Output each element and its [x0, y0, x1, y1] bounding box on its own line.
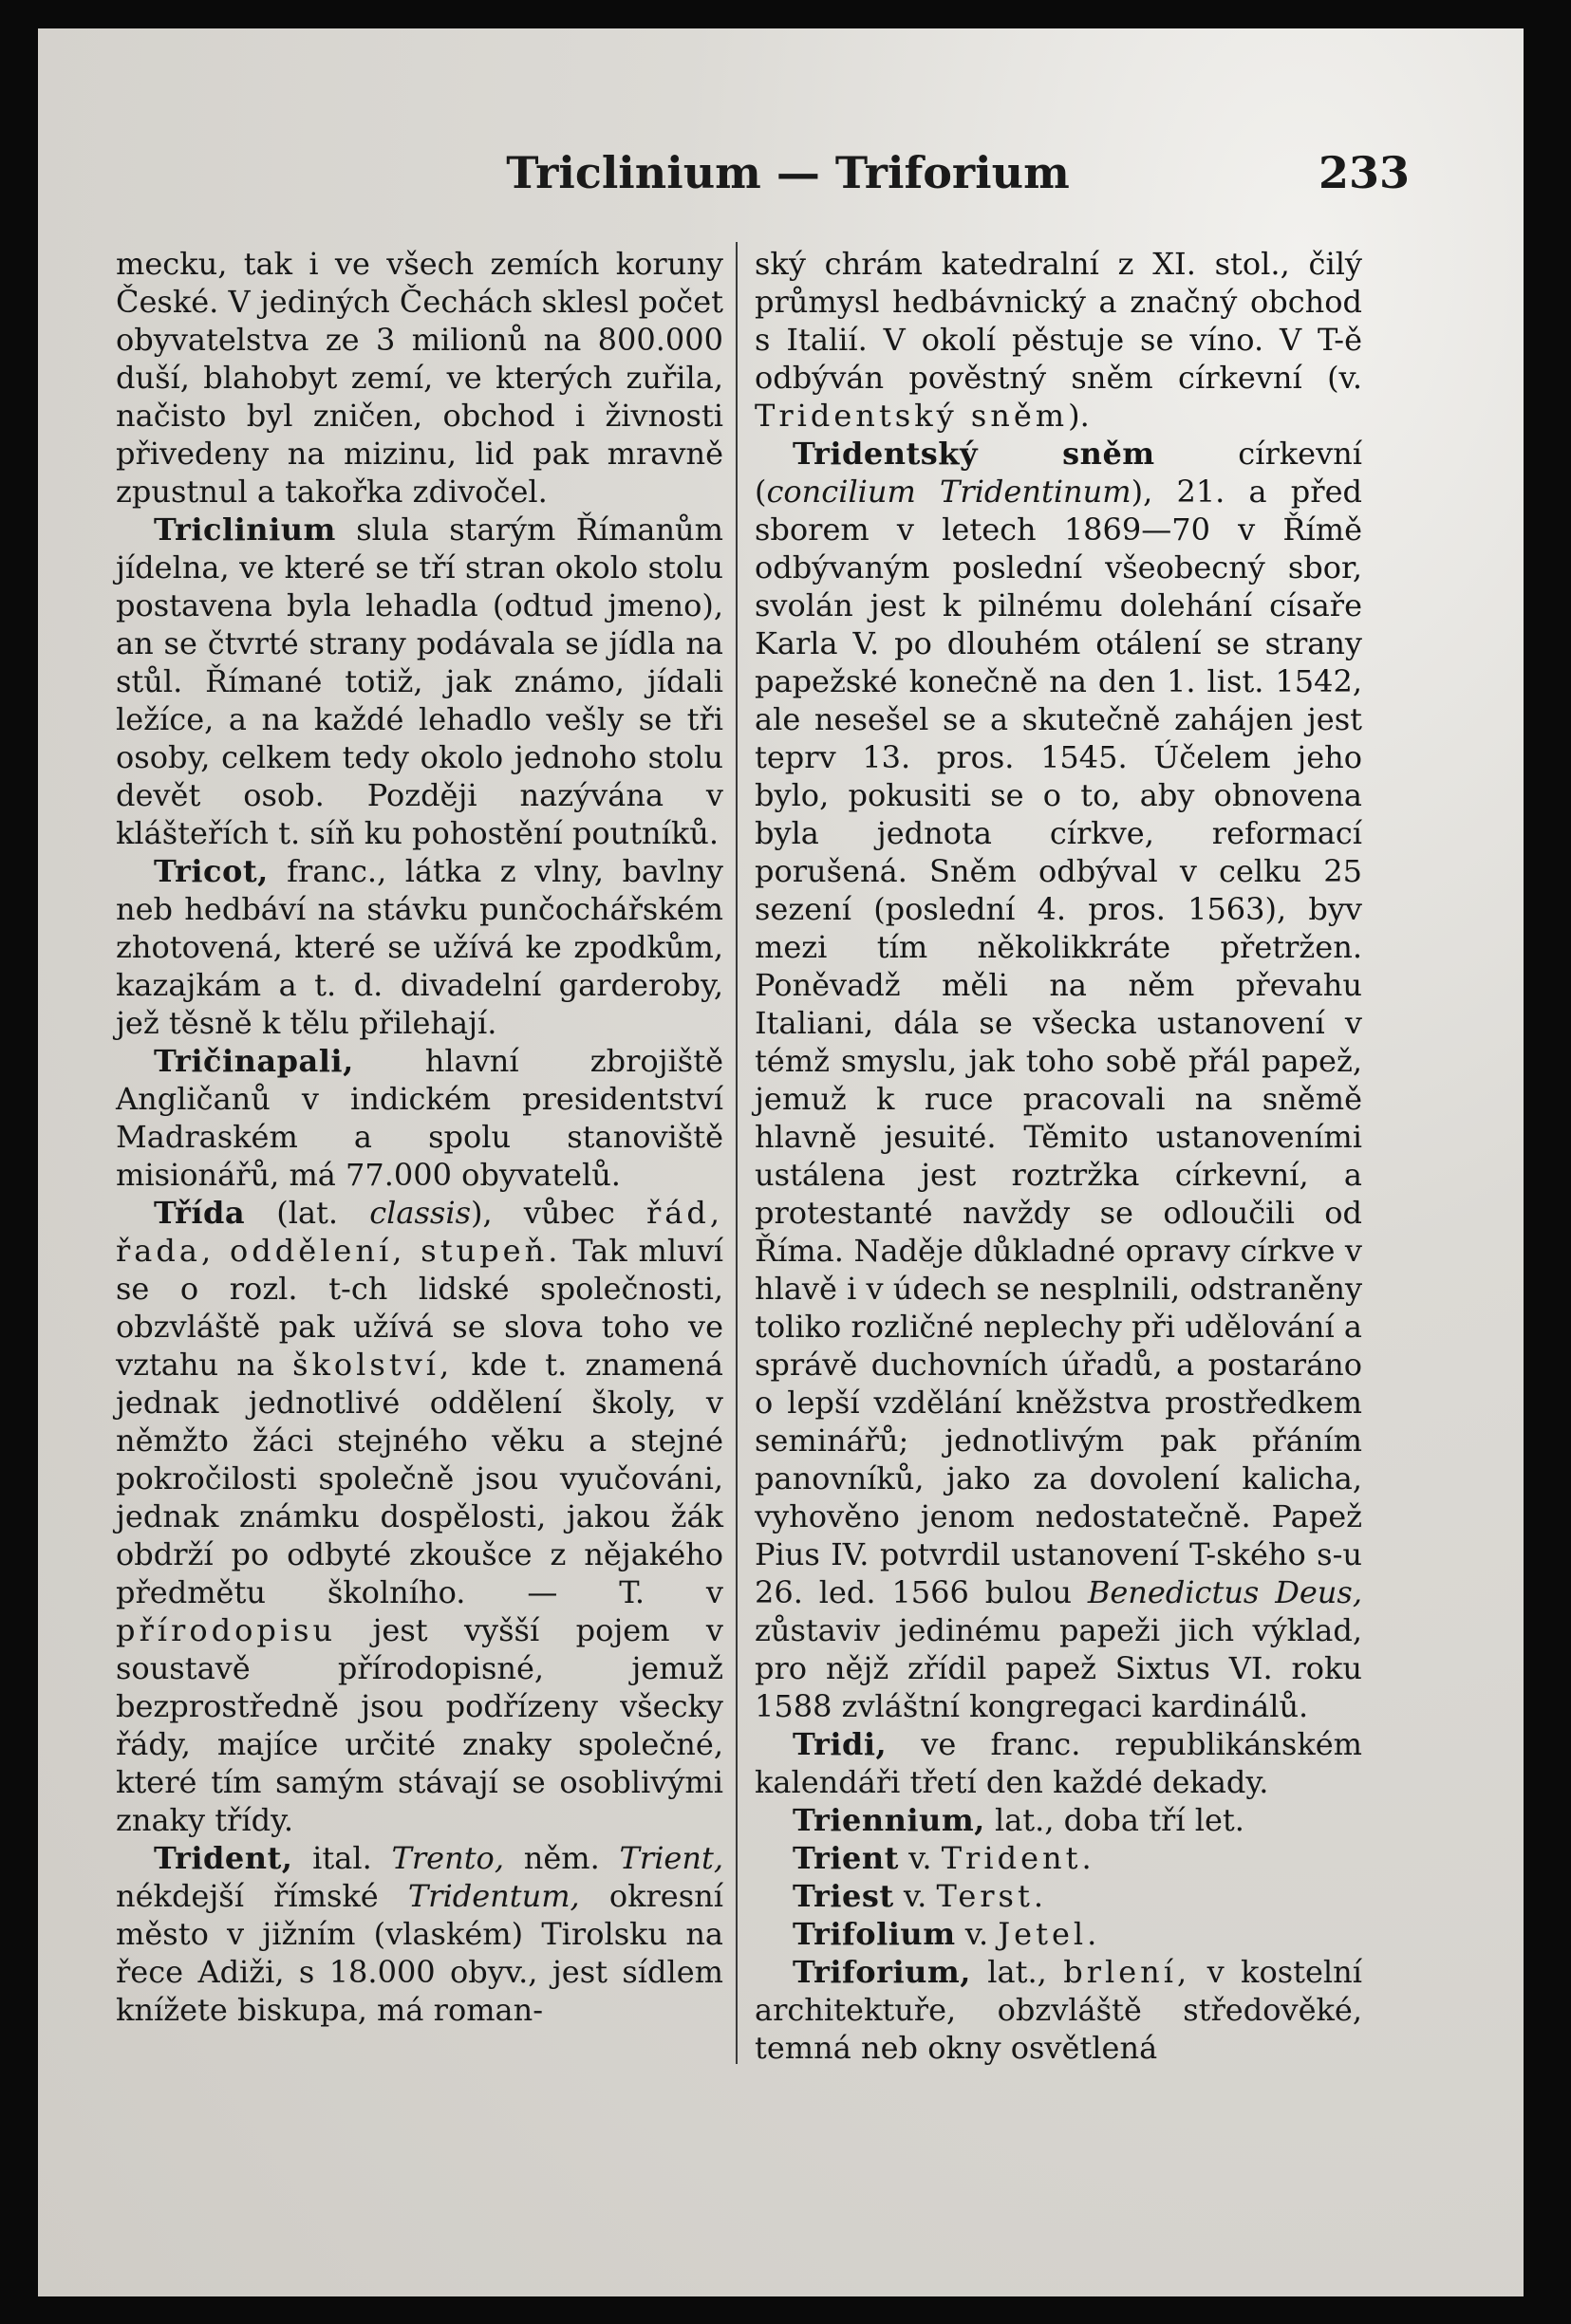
entry-text: franc., látka z vlny, bavlny neb hedbáví na stávku punčochářském zhotovená, které se užívá ke zpodkům, kazajkám a t. d. divadelní garderoby, jež těsně k tělu přilehají. — [116, 853, 723, 1041]
entry-text: lat., doba tří let. — [984, 1802, 1244, 1838]
entry-text: něm. — [503, 1840, 620, 1876]
entry-italic: concilium Tridentinum — [766, 474, 1131, 510]
entry-triest — [755, 1877, 1362, 1915]
entry-headword: Trident, — [154, 1840, 293, 1876]
entry-text: jest vyšší pojem v soustavě přírodopisné, jemuž bezprostředně jsou podřízeny všecky řády, majíce určité znaky společné, které tím samým stávají se osoblivými znaky třídy. — [116, 1612, 723, 1838]
entry-latin: classis — [369, 1195, 471, 1231]
paragraph-continued — [755, 245, 1362, 435]
entry-tricinapali — [116, 1042, 723, 1194]
entry-spaced: Jetel. — [998, 1916, 1101, 1952]
entry-text: v kostelní architektuře, obzvláště středověké, temná neb okny osvětlená — [755, 1954, 1362, 2066]
entry-text: v. — [955, 1916, 999, 1952]
scanned-page — [38, 28, 1524, 2296]
entry-text: slula starým Římanům jídelna, ve které se tří stran okolo stolu postavena byla lehadla (odtud jmeno), an se čtvrté strany podávala se jídla na stůl. Římané totiž, jak známo, jídali ležíce, a na každé lehadlo vešly se tři osoby, celkem tedy okolo jednoho stolu devět osob. Později nazývána v klášteřích t. síň ku pohostění poutníků. — [116, 511, 723, 851]
entry-italic: Trento, — [391, 1840, 504, 1876]
entry-headword: Triest — [793, 1878, 894, 1914]
entry-spaced: řád, řada, oddělení, stupeň. — [116, 1195, 724, 1269]
entry-spaced: Terst. — [936, 1878, 1047, 1914]
entry-italic: Trient, — [619, 1840, 723, 1876]
entry-triforium — [755, 1953, 1362, 2067]
entry-text: okresní město v jižním (vlaském) Tirolsku na řece Adiži, s 18.000 obyv., jest sídlem knížete biskupa, má roman- — [116, 1878, 724, 2028]
entry-text: ), 21. a před sborem v letech 1869—70 v Římě odbývaným poslední všeobecný sbor, svolán jest k pilnému dolehání císaře Karla V. po dlouhém otálení se strany papežské konečně na den 1. list. 1542, ale nesešel se a skutečně zahájen jest teprv 13. pros. 1545. Účelem jeho bylo, pokusiti se o to, aby obnovena byla jednota církve, reformací porušená. Sněm odbýval v celku 25 sezení (poslední 4. pros. 1563), byv mezi tím několikkráte přetržen. Poněvadž měli na něm převahu Italiani, dála se všecka ustanovení v témž smyslu, jak toho sobě přál papež, jemuž k ruce pracovali na sněmě hlavně jesuité. Těmito ustanoveními ustálena jest roztržka církevní, a protestanté navždy se odloučili od Říma. Naděje důkladné opravy církve v hlavě i v údech se nesplnili, odstraněny toliko rozličné neplechy při udělování a správě duchovních úřadů, a postaráno o lepší vzdělání kněžstva prostředkem seminářů; jednotlivým pak přáním panovníků, jako za dovolení kalicha, vyhověno jenom nedostatečně. Papež Pius IV. potvrdil ustanovení T-ského s-u 26. led. 1566 bulou — [755, 474, 1363, 1610]
entry-headword: Trifolium — [793, 1916, 956, 1952]
entry-text: kde t. znamená jednak jednotlivé oddělení školy, v němžto žáci stejného věku a stejné pokročilosti společně jsou vyučováni, jednak známku dospělosti, jakou žák obdrží po odbyté zkoušce z nějakého předmětu školního. — T. v — [116, 1347, 723, 1610]
entry-tridentsky-snem — [755, 435, 1362, 1725]
entry-text: zůstaviv jedinému papeži jich výklad, pro nějž zřídil papež Sixtus VI. roku 1588 zvláštní kongregaci kardinálů. — [755, 1612, 1362, 1724]
entry-text: ), vůbec — [470, 1195, 646, 1231]
entry-text: církevní ( — [755, 436, 1363, 510]
entry-text: v. — [898, 1840, 942, 1876]
entry-italic: Benedictus Deus, — [1087, 1574, 1363, 1610]
entry-trifolium — [755, 1915, 1362, 1953]
entry-text: ital. — [292, 1840, 392, 1876]
right-column — [755, 245, 1362, 2067]
entry-spaced: Tridentský sněm — [755, 398, 1069, 434]
left-column — [116, 245, 723, 2029]
entry-headword: Triforium, — [793, 1954, 971, 1990]
entry-text: ský chrám katedralní z XI. stol., čilý průmysl hedbávnický a značný obchod s Italií. V okolí pěstuje se víno. V T-ě odbýván pověstný sněm církevní (v. — [755, 246, 1362, 396]
entry-text: ve franc. republikánském kalendáři třetí den každé dekady. — [755, 1726, 1362, 1800]
paragraph-continued — [116, 245, 723, 511]
entry-italic: Tridentum, — [407, 1878, 580, 1914]
entry-text: nékdejší římské — [116, 1878, 408, 1914]
entry-text: ). — [1068, 398, 1090, 434]
entry-text: lat., — [970, 1954, 1064, 1990]
entry-headword: Trient — [793, 1840, 899, 1876]
entry-headword: Tridentský sněm — [793, 436, 1155, 472]
entry-text: v. — [893, 1878, 937, 1914]
entry-tridi — [755, 1725, 1362, 1801]
entry-spaced: školství, — [292, 1347, 454, 1383]
entry-headword: Tricot, — [154, 853, 269, 889]
running-title: Triclinium — Triforium — [506, 147, 1070, 198]
column-rule — [736, 242, 738, 2064]
entry-triennium — [755, 1801, 1362, 1839]
entry-spaced: brlení, — [1063, 1954, 1191, 1990]
entry-trida — [116, 1194, 723, 1839]
running-head — [38, 147, 1524, 223]
entry-triclinium — [116, 511, 723, 852]
entry-headword: Triclinium — [154, 511, 336, 548]
page-number: 233 — [1318, 147, 1410, 198]
entry-text: Tak mluví se o rozl. t-ch lidské společnosti, obzvláště pak užívá se slova toho ve vztahu na — [116, 1233, 724, 1383]
entry-text: (lat. — [245, 1195, 370, 1231]
paragraph-text: mecku, tak i ve všech zemích koruny České. V jediných Čechách sklesl počet obyvatelstva ze 3 milionů na 800.000 duší, blahobyt zemí, ve kterých zuřila, načisto byl zničen, obchod i živnosti přivedeny na mizinu, lid pak mravně zpustnul a takořka zdivočel. — [116, 246, 723, 510]
entry-trident — [116, 1839, 723, 2029]
entry-headword: Třída — [154, 1195, 246, 1231]
entry-tricot — [116, 852, 723, 1042]
entry-headword: Tridi, — [793, 1726, 888, 1762]
entry-spaced: Trident. — [941, 1840, 1095, 1876]
entry-headword: Triennium, — [793, 1802, 985, 1838]
entry-trient — [755, 1839, 1362, 1877]
entry-headword: Tričinapali, — [154, 1043, 354, 1079]
entry-text: hlavní zbrojiště Angličanů v indickém presidentství Madraském a spolu stanoviště misionářů, má 77.000 obyvatelů. — [116, 1043, 723, 1193]
entry-spaced: přírodopisu — [116, 1612, 337, 1648]
